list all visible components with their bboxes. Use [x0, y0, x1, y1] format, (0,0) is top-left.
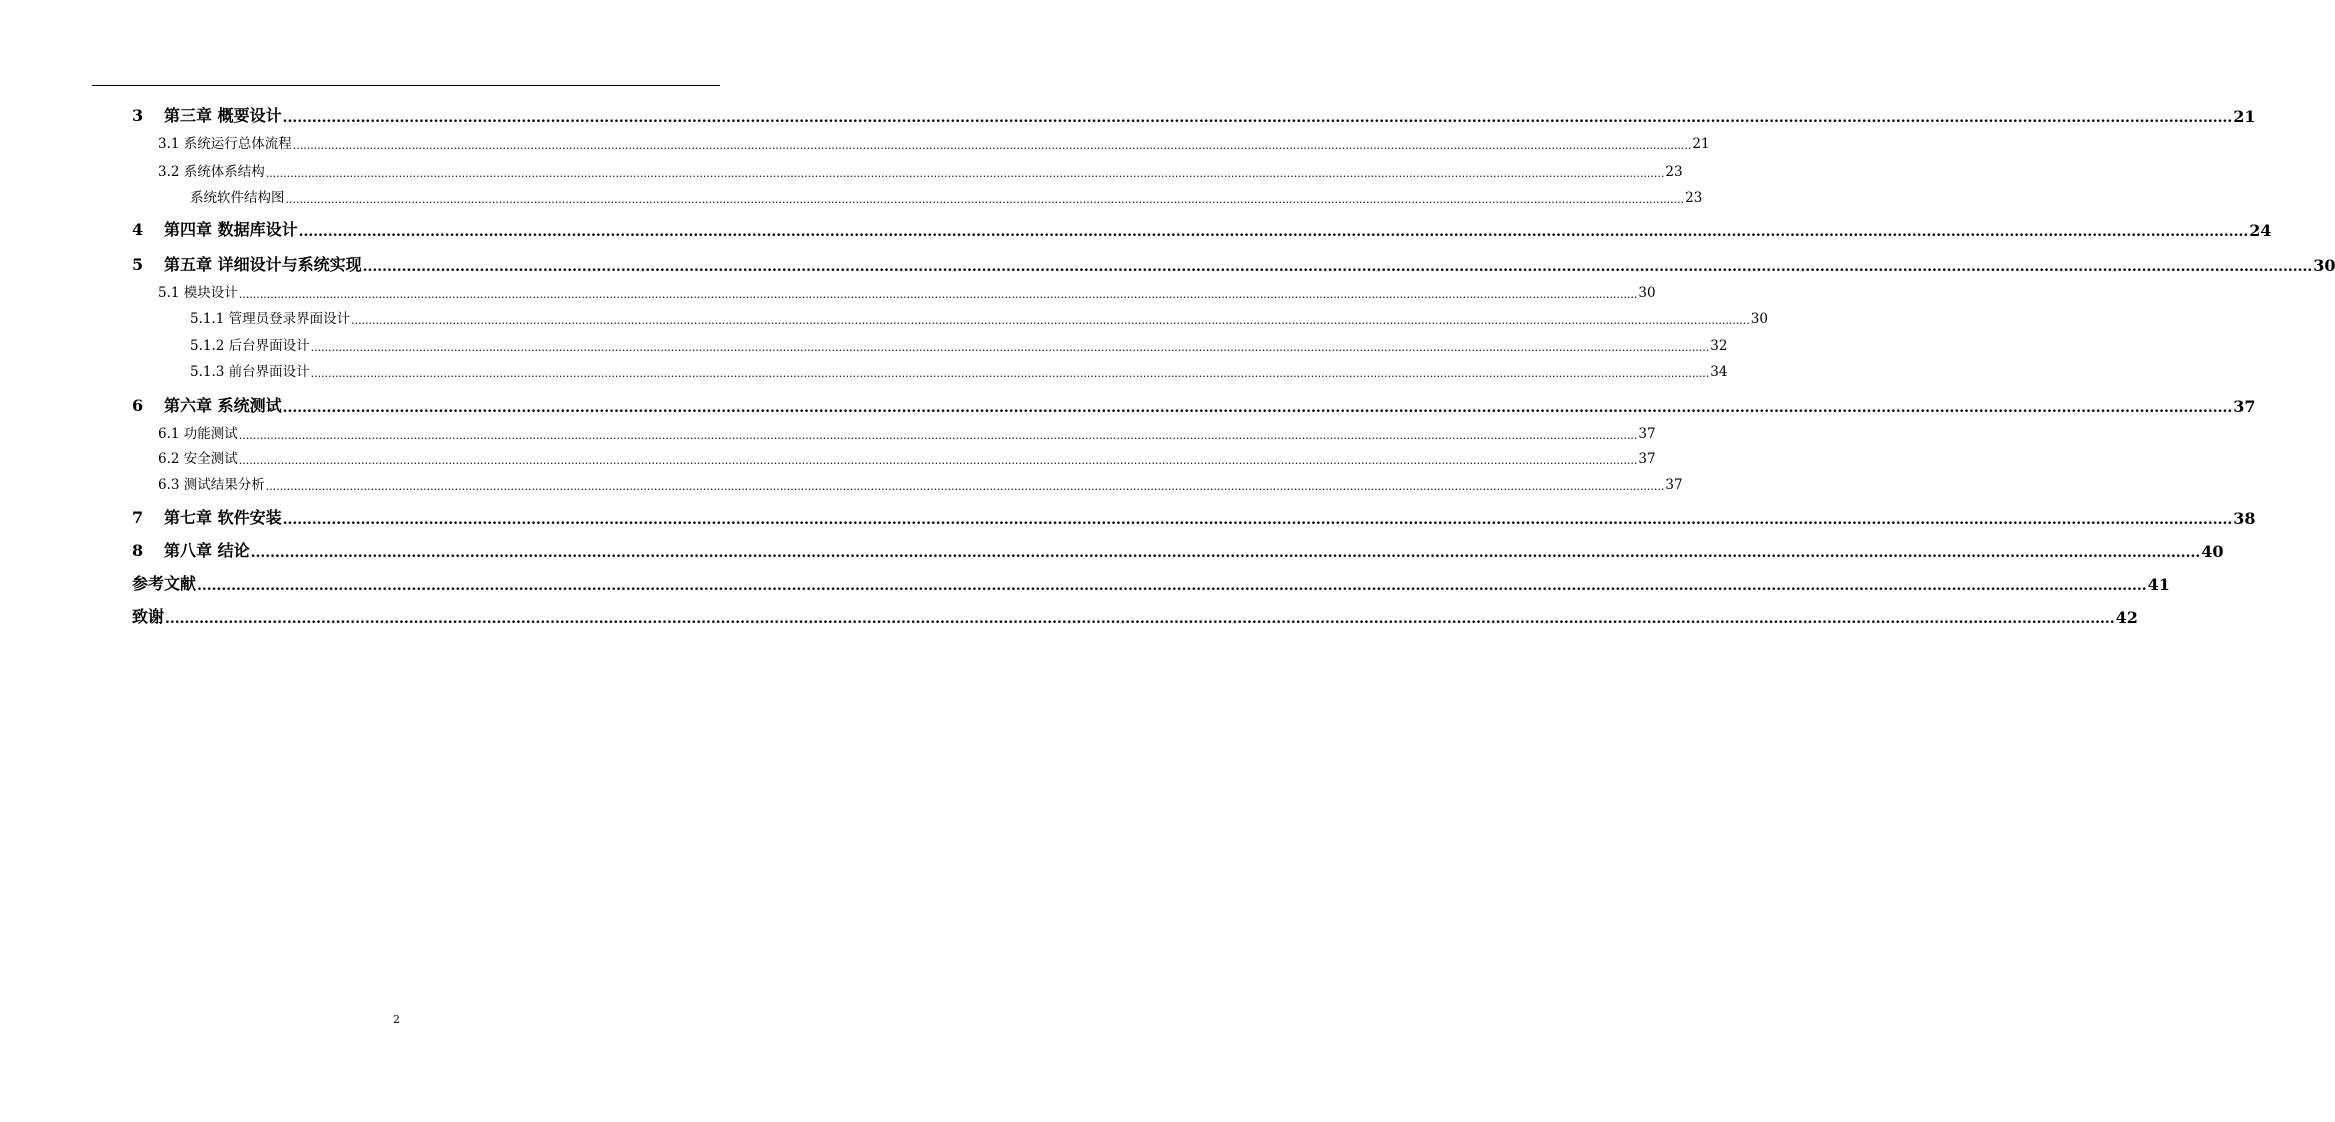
toc-entry-page: 23	[1685, 190, 1703, 206]
toc-entry-label	[132, 604, 164, 627]
page-number: 2	[393, 1013, 400, 1026]
toc-entry-title: 第八章 结论	[164, 541, 250, 560]
toc-entry-label	[132, 252, 362, 275]
toc-entry[interactable]	[190, 309, 1768, 327]
toc-entry-title: 第四章 数据库设计	[164, 220, 298, 239]
toc-entry[interactable]	[190, 336, 1728, 354]
toc-entry-page: 24	[2249, 221, 2272, 240]
toc-entry[interactable]	[158, 424, 1656, 442]
toc-entry-label	[158, 132, 292, 152]
toc-entry[interactable]	[158, 475, 1683, 493]
toc-entry-label	[190, 186, 285, 206]
toc-entry-number: 3	[132, 106, 144, 125]
toc-entry-title: 系统软件结构图	[190, 190, 285, 206]
toc-entry-title: 6.3 测试结果分析	[158, 477, 265, 493]
toc-entry-label	[158, 473, 265, 493]
toc-entry-label	[190, 307, 350, 327]
toc-entry-label	[132, 505, 282, 528]
toc-dot-leader: ................................................................................................................................................................................................................................................................................................................................................................................................................	[165, 611, 2115, 627]
toc-entry[interactable]	[158, 283, 1656, 301]
toc-entry-label	[190, 334, 310, 354]
toc-entry-title: 5.1 模块设计	[158, 285, 238, 301]
toc-dot-leader: ................................................................................................................................................................................................................................................................................................................................................................................................................	[282, 400, 2233, 416]
toc-entry-page: 40	[2201, 542, 2224, 561]
toc-entry-page: 32	[1710, 338, 1728, 354]
toc-entry-page: 37	[1638, 451, 1656, 467]
toc-dot-leader: ................................................................................................................................................................................................................................................................................................................................................................................................................	[292, 139, 1692, 152]
toc-entry[interactable]	[132, 218, 2272, 240]
toc-dot-leader: ................................................................................................................................................................................................................................................................................................................................................................................................................	[310, 367, 1710, 380]
toc-entry[interactable]	[132, 605, 2138, 627]
toc-entry[interactable]	[132, 539, 2224, 561]
toc-dot-leader: ................................................................................................................................................................................................................................................................................................................................................................................................................	[265, 167, 1665, 180]
toc-dot-leader: ................................................................................................................................................................................................................................................................................................................................................................................................................	[238, 454, 1638, 467]
toc-entry-page: 34	[1710, 364, 1728, 380]
toc-entry[interactable]	[132, 572, 2170, 594]
toc-entry-title: 第五章 详细设计与系统实现	[164, 255, 362, 274]
toc-dot-leader: ................................................................................................................................................................................................................................................................................................................................................................................................................	[282, 512, 2233, 528]
toc-dot-leader: ................................................................................................................................................................................................................................................................................................................................................................................................................	[282, 110, 2233, 126]
toc-entry-title: 3.2 系统体系结构	[158, 164, 265, 180]
toc-entry-page: 38	[2233, 509, 2256, 528]
toc-entry-page: 41	[2147, 575, 2170, 594]
toc-entry[interactable]	[190, 188, 1703, 206]
toc-entry-title: 5.1.2 后台界面设计	[190, 338, 310, 354]
toc-dot-leader: ................................................................................................................................................................................................................................................................................................................................................................................................................	[250, 545, 2201, 561]
toc-entry[interactable]	[132, 506, 2256, 528]
toc-entry-title: 参考文献	[132, 574, 197, 593]
toc-entry-page: 30	[1750, 311, 1768, 327]
toc-dot-leader: ................................................................................................................................................................................................................................................................................................................................................................................................................	[265, 480, 1665, 493]
toc-entry-page: 30	[1638, 285, 1656, 301]
toc-entry-number: 7	[132, 508, 144, 527]
toc-dot-leader: ................................................................................................................................................................................................................................................................................................................................................................................................................	[298, 224, 2249, 240]
toc-entry-title: 5.1.3 前台界面设计	[190, 364, 310, 380]
toc-entry-page: 42	[2115, 608, 2138, 627]
toc-entry-label	[132, 538, 250, 561]
toc-entry-page: 21	[1692, 136, 1710, 152]
toc-entry-number: 4	[132, 220, 144, 239]
toc-entry[interactable]	[190, 362, 1728, 380]
toc-entry-label	[132, 217, 298, 240]
toc-entry-page: 21	[2233, 107, 2256, 126]
toc-entry-label	[158, 281, 238, 301]
toc-entry-label	[132, 393, 282, 416]
toc-dot-leader: ................................................................................................................................................................................................................................................................................................................................................................................................................	[362, 259, 2313, 275]
toc-entry[interactable]	[158, 449, 1656, 467]
toc-entry-label	[132, 103, 282, 126]
toc-entry-label	[132, 571, 196, 594]
toc-entry-title: 6.2 安全测试	[158, 451, 238, 467]
toc-entry-page: 23	[1665, 164, 1683, 180]
toc-entry[interactable]	[158, 134, 1710, 152]
toc-dot-leader: ................................................................................................................................................................................................................................................................................................................................................................................................................	[310, 341, 1710, 354]
toc-entry-page: 30	[2313, 256, 2335, 275]
toc-entry-page: 37	[1665, 477, 1683, 493]
toc-entry-title: 致谢	[132, 607, 165, 626]
toc-entry-label	[158, 160, 265, 180]
toc-entry-title: 6.1 功能测试	[158, 426, 238, 442]
toc-entry-number: 8	[132, 541, 144, 560]
toc-entry[interactable]	[132, 104, 2256, 126]
toc-entry-title: 5.1.1 管理员登录界面设计	[190, 311, 351, 327]
toc-entry[interactable]	[132, 253, 2335, 275]
toc-entry-label	[158, 422, 238, 442]
toc-entry-page: 37	[2233, 397, 2256, 416]
toc-entry-number: 6	[132, 396, 144, 415]
toc-dot-leader: ................................................................................................................................................................................................................................................................................................................................................................................................................	[351, 314, 1750, 327]
toc-dot-leader: ................................................................................................................................................................................................................................................................................................................................................................................................................	[197, 578, 2147, 594]
toc-entry-title: 第三章 概要设计	[164, 106, 282, 125]
toc-entry-page: 37	[1638, 426, 1656, 442]
toc-entry-number: 5	[132, 255, 144, 274]
toc-entry-label	[158, 447, 238, 467]
toc-entry-title: 3.1 系统运行总体流程	[158, 136, 292, 152]
toc-entry-title: 第六章 系统测试	[164, 396, 282, 415]
toc-entry[interactable]	[132, 394, 2256, 416]
toc-dot-leader: ................................................................................................................................................................................................................................................................................................................................................................................................................	[238, 288, 1638, 301]
toc-dot-leader: ................................................................................................................................................................................................................................................................................................................................................................................................................	[238, 429, 1638, 442]
toc-entry[interactable]	[158, 162, 1683, 180]
toc-entry-label	[190, 360, 310, 380]
toc-entry-title: 第七章 软件安装	[164, 508, 282, 527]
toc-dot-leader: ................................................................................................................................................................................................................................................................................................................................................................................................................	[285, 193, 1685, 206]
